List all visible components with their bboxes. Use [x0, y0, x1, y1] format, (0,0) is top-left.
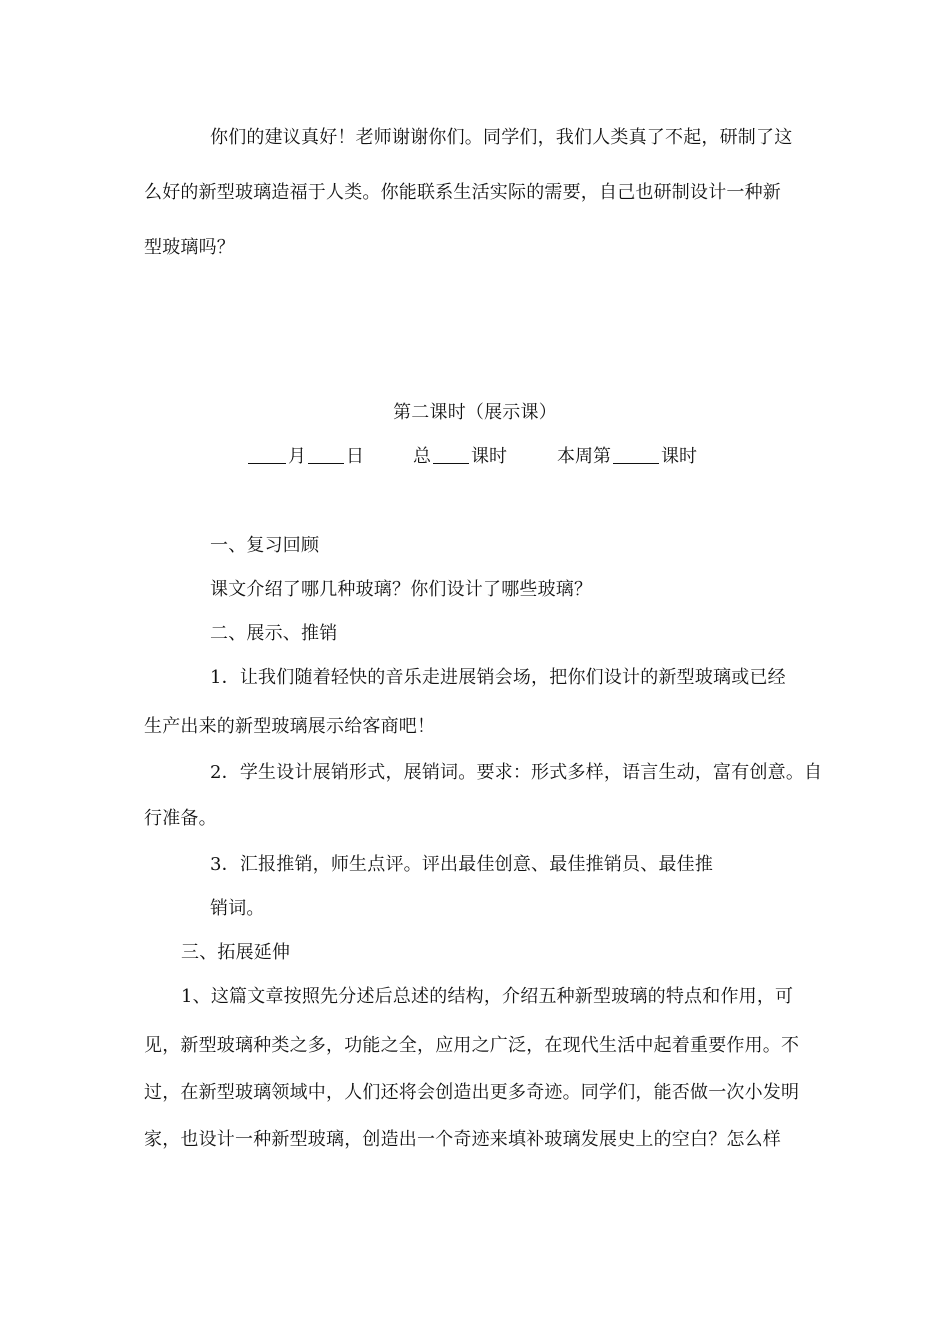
week-label: 本周第: [557, 446, 611, 467]
month-blank: [248, 445, 286, 464]
total-blank: [433, 445, 469, 464]
show-item2-line1: 2．学生设计展销形式，展销词。要求：形式多样，语言生动，富有创意。自: [210, 762, 823, 783]
lesson-title: 第二课时（展示课）: [393, 402, 557, 423]
extend-line-4: 家，也设计一种新型玻璃，创造出一个奇迹来填补玻璃发展史上的空白？怎么样: [144, 1129, 781, 1150]
intro-line-3: 型玻璃吗？: [144, 237, 235, 258]
intro-line-1: 你们的建议真好！老师谢谢你们。同学们，我们人类真了不起，研制了这: [210, 127, 793, 148]
total-label: 总: [413, 446, 431, 467]
week-period-label: 课时: [661, 446, 697, 467]
show-item1-line1: 1．让我们随着轻快的音乐走进展销会场，把你们设计的新型玻璃或已经: [210, 667, 786, 688]
review-question: 课文介绍了哪几种玻璃？你们设计了哪些玻璃？: [210, 579, 593, 600]
extend-heading: 三、拓展延伸: [181, 942, 291, 963]
intro-line-2: 么好的新型玻璃造福于人类。你能联系生活实际的需要，自己也研制设计一种新: [144, 182, 781, 203]
day-label: 日: [346, 446, 364, 467]
show-item3-line2: 销词。: [210, 898, 265, 919]
show-item1-line2: 生产出来的新型玻璃展示给客商吧！: [144, 716, 436, 737]
period-label: 课时: [471, 446, 507, 467]
extend-line-3: 过，在新型玻璃领域中，人们还将会创造出更多奇迹。同学们，能否做一次小发明: [144, 1082, 800, 1103]
show-item2-line2: 行准备。: [144, 808, 217, 829]
day-blank: [308, 445, 344, 464]
review-heading: 一、复习回顾: [210, 535, 320, 556]
week-blank: [613, 445, 659, 464]
extend-line-2: 见，新型玻璃种类之多，功能之全，应用之广泛，在现代生活中起着重要作用。不: [144, 1035, 800, 1056]
extend-line-1: 1、这篇文章按照先分述后总述的结构，介绍五种新型玻璃的特点和作用，可: [181, 986, 794, 1007]
month-label: 月: [288, 446, 306, 467]
show-heading: 二、展示、推销: [210, 623, 338, 644]
show-item3-line1: 3．汇报推销，师生点评。评出最佳创意、最佳推销员、最佳推: [210, 854, 714, 875]
